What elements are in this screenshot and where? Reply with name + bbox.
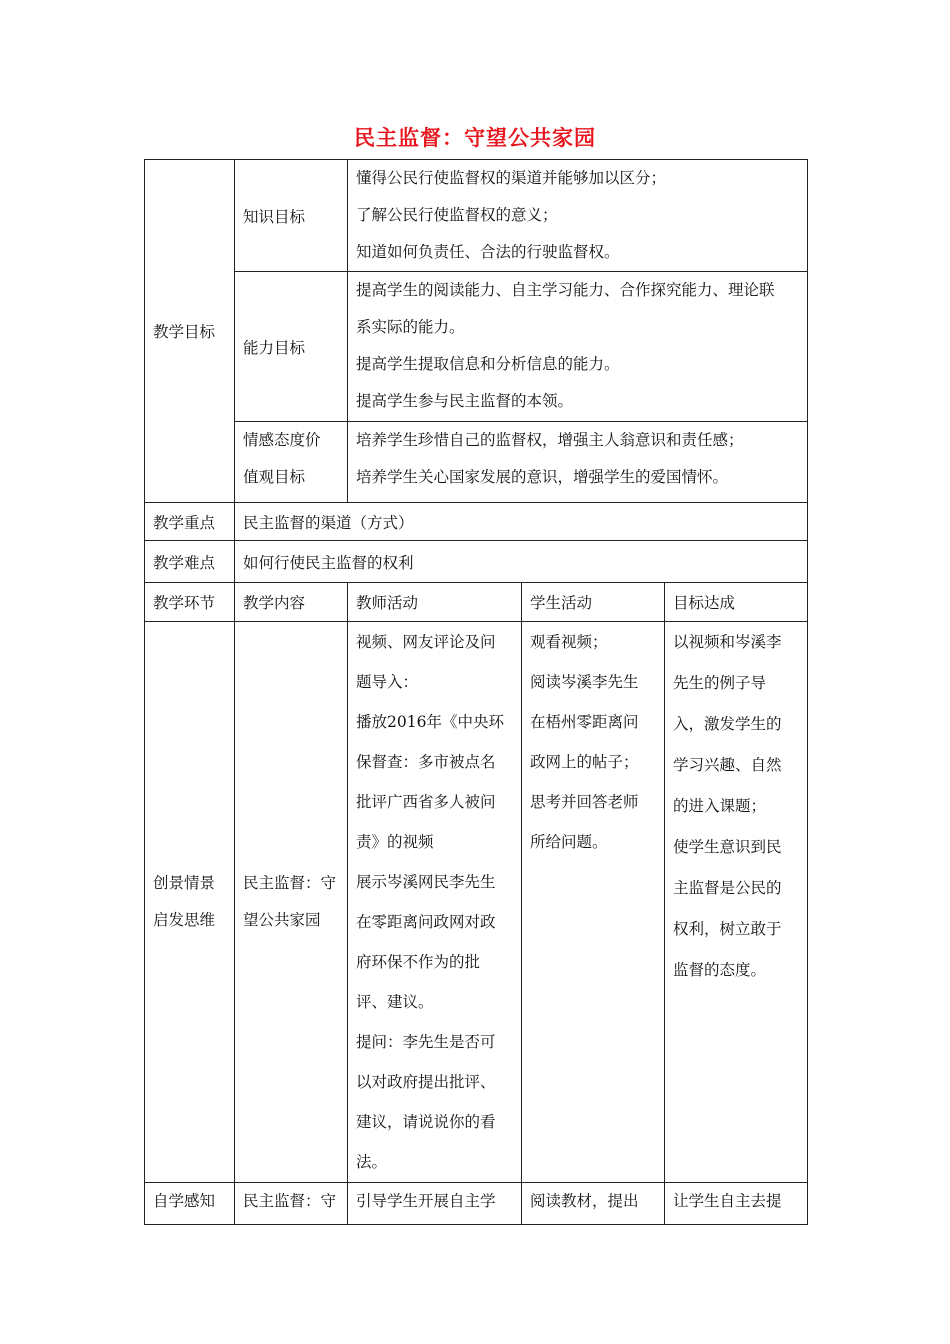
ability-line: 提高学生参与民主监督的本领。 [356, 392, 574, 410]
student-activity-line: 阅读岑溪李先生 [530, 673, 639, 691]
emotion-goal-cell [348, 422, 808, 503]
goal-achievement-line: 入，激发学生的 [673, 715, 782, 733]
ability-label-cell [235, 272, 348, 422]
goals-label-cell [145, 160, 235, 503]
student-activity-cell [522, 622, 665, 1183]
key-point-label: 教学重点 [153, 513, 216, 532]
header-teacher: 教师活动 [348, 583, 522, 622]
student-activity-line: 阅读教材，提出 [530, 1192, 639, 1210]
goal-achievement-line: 的进入课题； [673, 797, 767, 815]
stage-name-line: 自学感知 [153, 1192, 216, 1210]
stage-content-cell [235, 1183, 348, 1225]
teacher-activity-cell [348, 622, 522, 1183]
student-activity-line: 思考并回答老师 [530, 793, 639, 811]
goal-row-knowledge [145, 160, 808, 272]
goal-achievement-line: 使学生意识到民 [673, 838, 782, 856]
student-activity-line: 在梧州零距离问 [530, 713, 639, 731]
key-point-label-cell [145, 503, 235, 541]
teacher-activity-line: 播放2016年《中央环 [356, 713, 504, 731]
goal-achievement-line: 主监督是公民的 [673, 879, 782, 897]
header-goal: 目标达成 [665, 583, 808, 622]
goal-achievement-line: 以视频和岑溪李 [673, 633, 782, 651]
goal-achievement-line: 权利，树立敢于 [673, 920, 782, 938]
teacher-activity-line: 府环保不作为的批 [356, 953, 481, 971]
difficulty-label-cell [145, 541, 235, 583]
stage-content-cell [235, 622, 348, 1183]
key-point-value: 民主监督的渠道（方式） [243, 513, 414, 532]
goal-row-ability [145, 272, 808, 422]
goal-achievement-line: 学习兴趣、自然 [673, 756, 782, 774]
teacher-activity-line: 在零距离问政网对政 [356, 913, 496, 931]
document-title: 民主监督：守望公共家园 [354, 126, 596, 150]
stage-row [145, 1183, 808, 1225]
stage-content-line: 民主监督：守 [243, 1192, 337, 1210]
difficulty-value: 如何行使民主监督的权利 [243, 553, 414, 572]
ability-line: 系实际的能力。 [356, 318, 465, 336]
stage-content-line: 望公共家园 [243, 911, 321, 929]
ability-goal-cell [348, 272, 808, 422]
stage-name-cell [145, 622, 235, 1183]
teacher-activity-line: 展示岑溪网民李先生 [356, 873, 496, 891]
difficulty-value-cell [235, 541, 808, 583]
student-activity-line: 政网上的帖子； [530, 753, 639, 771]
emotion-line: 培养学生关心国家发展的意识，增强学生的爱国情怀。 [356, 468, 729, 486]
teacher-activity-line: 视频、网友评论及问 [356, 633, 496, 651]
stage-name-line: 启发思维 [153, 911, 216, 929]
teacher-activity-line: 评、建议。 [356, 993, 434, 1011]
knowledge-label-cell [235, 160, 348, 272]
goal-achievement-line: 监督的态度。 [673, 961, 767, 979]
teacher-activity-line: 保督查：多市被点名 [356, 753, 496, 771]
emotion-label-cell [235, 422, 348, 503]
difficulty-row [145, 541, 808, 583]
emotion-goal-label: 值观目标 [243, 468, 306, 486]
teacher-activity-line: 以对政府提出批评、 [356, 1073, 496, 1091]
goal-achievement-cell [665, 1183, 808, 1225]
teacher-activity-cell [348, 1183, 522, 1225]
knowledge-line: 懂得公民行使监督权的渠道并能够加以区分； [356, 169, 667, 187]
teacher-activity-line: 提问：李先生是否可 [356, 1033, 496, 1051]
goal-achievement-line: 先生的例子导 [673, 674, 767, 692]
knowledge-line: 了解公民行使监督权的意义； [356, 206, 558, 224]
lesson-plan-table [144, 159, 808, 1225]
ability-line: 提高学生提取信息和分析信息的能力。 [356, 355, 620, 373]
knowledge-goal-label: 知识目标 [243, 207, 306, 226]
student-activity-cell [522, 1183, 665, 1225]
teacher-activity-line: 题导入： [356, 673, 419, 691]
goal-row-emotion [145, 422, 808, 503]
knowledge-goal-cell [348, 160, 808, 272]
goals-label: 教学目标 [153, 323, 216, 341]
stage-header-row [145, 583, 808, 622]
teacher-activity-line: 建议，请说说你的看 [356, 1113, 496, 1131]
student-activity-line: 所给问题。 [530, 833, 608, 851]
header-content: 教学内容 [235, 583, 348, 622]
stage-name-cell [145, 1183, 235, 1225]
key-point-value-cell [235, 503, 808, 541]
teacher-activity-line: 法。 [356, 1153, 388, 1171]
emotion-line: 培养学生珍惜自己的监督权，增强主人翁意识和责任感； [356, 431, 744, 449]
emotion-goal-label: 情感态度价 [243, 431, 321, 449]
knowledge-line: 知道如何负责任、合法的行驶监督权。 [356, 243, 620, 261]
teacher-activity-line: 责》的视频 [356, 833, 434, 851]
difficulty-label: 教学难点 [153, 553, 216, 572]
key-point-row [145, 503, 808, 541]
student-activity-line: 观看视频； [530, 633, 608, 651]
stage-name-line: 创景情景 [153, 874, 216, 892]
goal-achievement-line: 让学生自主去提 [673, 1192, 782, 1210]
teacher-activity-line: 批评广西省多人被问 [356, 793, 496, 811]
ability-line: 提高学生的阅读能力、自主学习能力、合作探究能力、理论联 [356, 281, 775, 299]
header-stage: 教学环节 [145, 583, 235, 622]
header-student: 学生活动 [522, 583, 665, 622]
ability-goal-label: 能力目标 [243, 338, 306, 357]
stage-content-line: 民主监督：守 [243, 874, 337, 892]
stage-row [145, 622, 808, 1183]
goal-achievement-cell [665, 622, 808, 1183]
teacher-activity-line: 引导学生开展自主学 [356, 1192, 496, 1210]
